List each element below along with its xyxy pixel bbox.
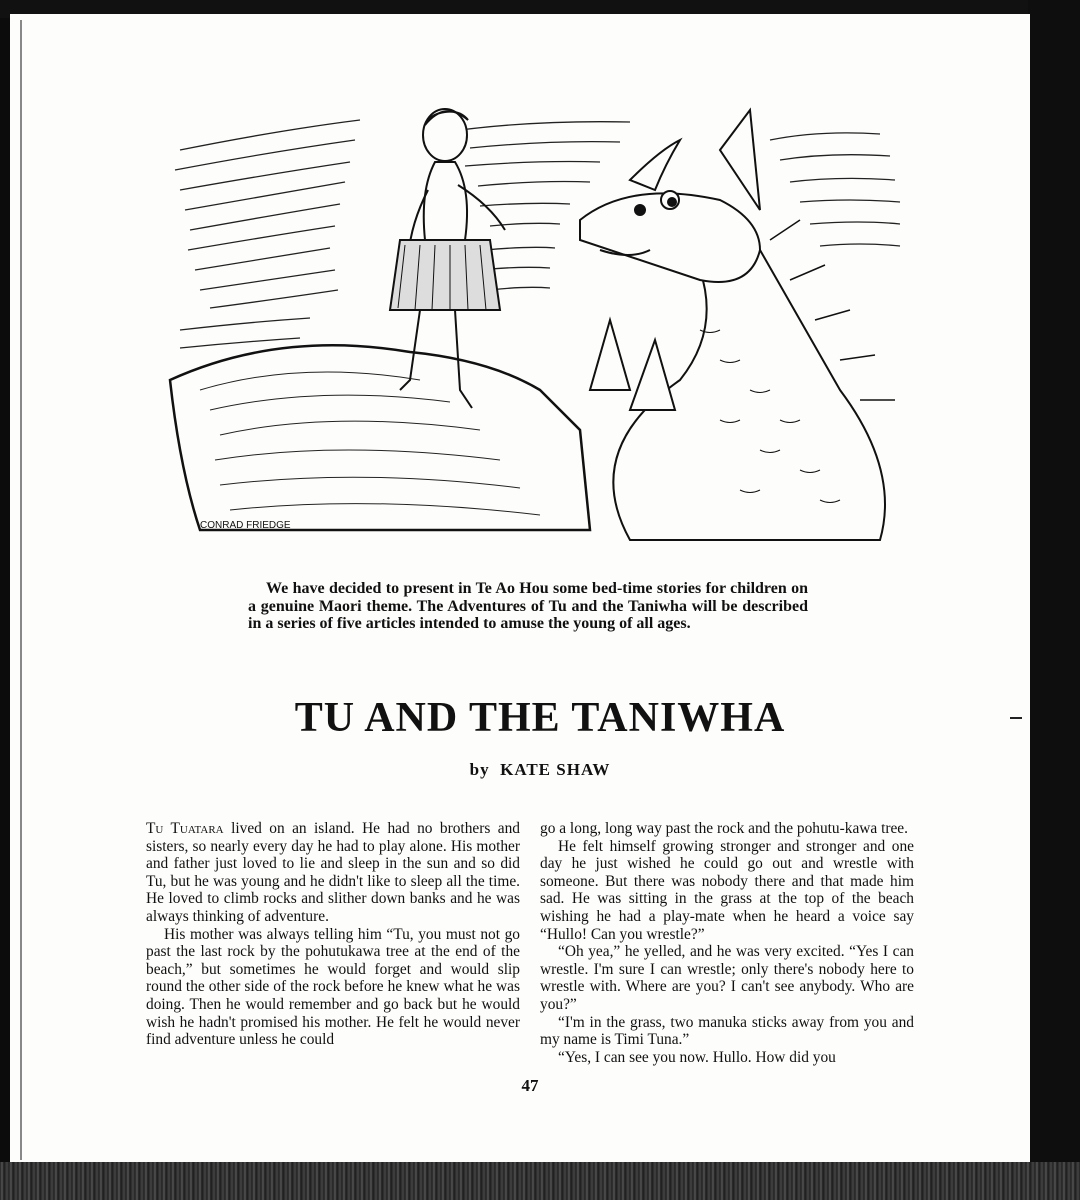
- story-column-left: [146, 820, 520, 1049]
- story-opening-name: Tu Tuatara: [146, 820, 224, 837]
- story-paragraph: “I'm in the grass, two manuka sticks away from you and my name is Timi Tuna.”: [540, 1013, 914, 1049]
- article-title: TU AND THE TANIWHA: [294, 695, 786, 741]
- story-paragraph: [146, 820, 520, 926]
- story-paragraph: He felt himself growing stronger and stronger and one day he just wished he could go out and wrestle with someone. But there was nobody there and that made him sad. He was sitting in the grass at the top of the beach wishing he had a play-mate when he heard a voice say “Hullo! Can you wrestle?”: [540, 837, 914, 943]
- page-fold-edge: [20, 20, 22, 1160]
- tu-and-taniwha-illustration: [160, 90, 920, 550]
- page-number: 47: [521, 1076, 539, 1095]
- story-paragraph: “Oh yea,” he yelled, and he was very excited. “Yes I can wrestle. I'm sure I can wrestle; only there's nobody here to wrestle with. Where are you? I can't see anybody. Who are you?”: [540, 943, 914, 1013]
- story-column-right: [540, 820, 914, 1066]
- story-paragraph: “Yes, I can see you now. Hullo. How did you: [558, 1048, 836, 1066]
- rock-outcrop: [170, 345, 590, 530]
- scan-border-right: [1028, 0, 1080, 1200]
- byline-prefix: by: [469, 760, 490, 779]
- byline: [160, 760, 920, 780]
- artist-signature: CONRAD FRIEDGE: [200, 520, 291, 531]
- story-paragraph: go a long, long way past the rock and the pohutu-kawa tree.: [540, 820, 908, 837]
- margin-mark: [1010, 717, 1022, 719]
- scan-border-bottom: [0, 1162, 1080, 1200]
- intro-text: We have decided to present in Te Ao Hou some bed-time stories for children on a genuine Maori theme. The Adventures of Tu and the Taniwha will be described in a series of five articles intended to amuse the young of all ages.: [248, 580, 808, 632]
- story-opening-text: lived on an island. He had no brothers and sisters, so nearly every day he had to play alone. His mother and father just loved to lie and sleep in the sun and so did Tu, but he was young and he didn't like to sleep all the time. He loved to climb rocks and slither down banks and he was always thinking of adventure.: [146, 820, 520, 925]
- taniwha-creature: [580, 110, 895, 540]
- intro-paragraph: [248, 580, 808, 633]
- story-paragraph: His mother was always telling him “Tu, you must not go past the last rock by the pohutukawa tree at the end of the beach,” but sometimes he would forget and would slip round the other side of the rock before he knew what he was doing. Then he would remember and go back but he would wish he hadn't promised his mother. He felt he would never find adventure unless he could: [146, 925, 520, 1049]
- byline-author: KATE SHAW: [500, 760, 611, 779]
